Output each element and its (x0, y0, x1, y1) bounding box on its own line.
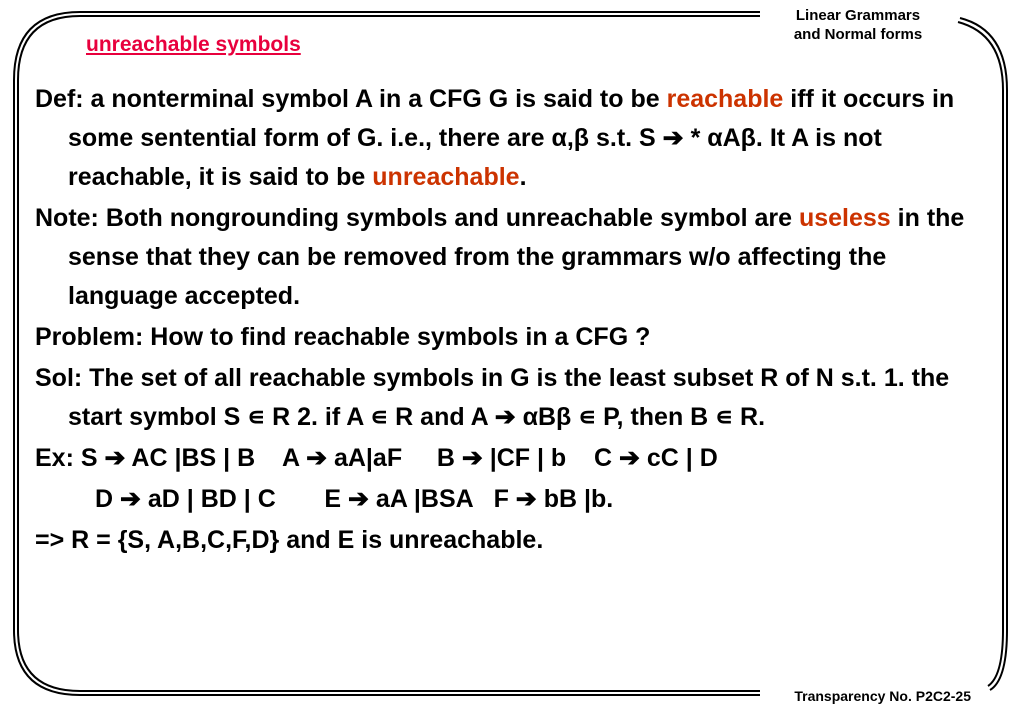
note-paragraph (35, 199, 990, 316)
term-reachable: reachable (666, 85, 784, 113)
def-text-3: . (519, 163, 527, 191)
header-line1: Linear Grammars (795, 7, 921, 24)
slide-title: unreachable symbols (86, 33, 301, 56)
example-line-2: D ➔ aD | BD | C E ➔ aA |BSA F ➔ bB |b. (95, 485, 614, 513)
def-text-2: iff it occurs in some sentential form of G. i.e., there are α,β s.t. S ➔ * αAβ. It A is not reachable, it is said to be (68, 85, 955, 191)
solution-paragraph: Sol: The set of all reachable symbols in G is the least subset R of N s.t. 1. the start symbol S ∊ R 2. if A ∊ R and A ➔ αBβ ∊ P, then B ∊ R. (35, 364, 950, 431)
footer-transparency-no: Transparency No. P2C2-25 (794, 688, 971, 704)
slide-body (35, 80, 990, 560)
example-line-1: Ex: S ➔ AC |BS | B A ➔ aA|aF B ➔ |CF | b C ➔ cC | D (35, 444, 718, 472)
problem-paragraph: Problem: How to find reachable symbols in a CFG ? (35, 323, 651, 351)
note-text-2: in the sense that they can be removed from the grammars w/o affecting the language accepted. (68, 204, 965, 310)
header-topic (773, 6, 943, 44)
definition-paragraph (35, 80, 990, 197)
note-text-1: Note: Both nongrounding symbols and unreachable symbol are (35, 204, 799, 232)
result-paragraph: => R = {S, A,B,C,F,D} and E is unreachable. (35, 526, 544, 554)
header-line2: and Normal forms (793, 26, 923, 43)
term-unreachable: unreachable (372, 163, 520, 191)
def-text-1: Def: a nonterminal symbol A in a CFG G is said to be (35, 85, 667, 113)
term-useless: useless (798, 204, 891, 232)
